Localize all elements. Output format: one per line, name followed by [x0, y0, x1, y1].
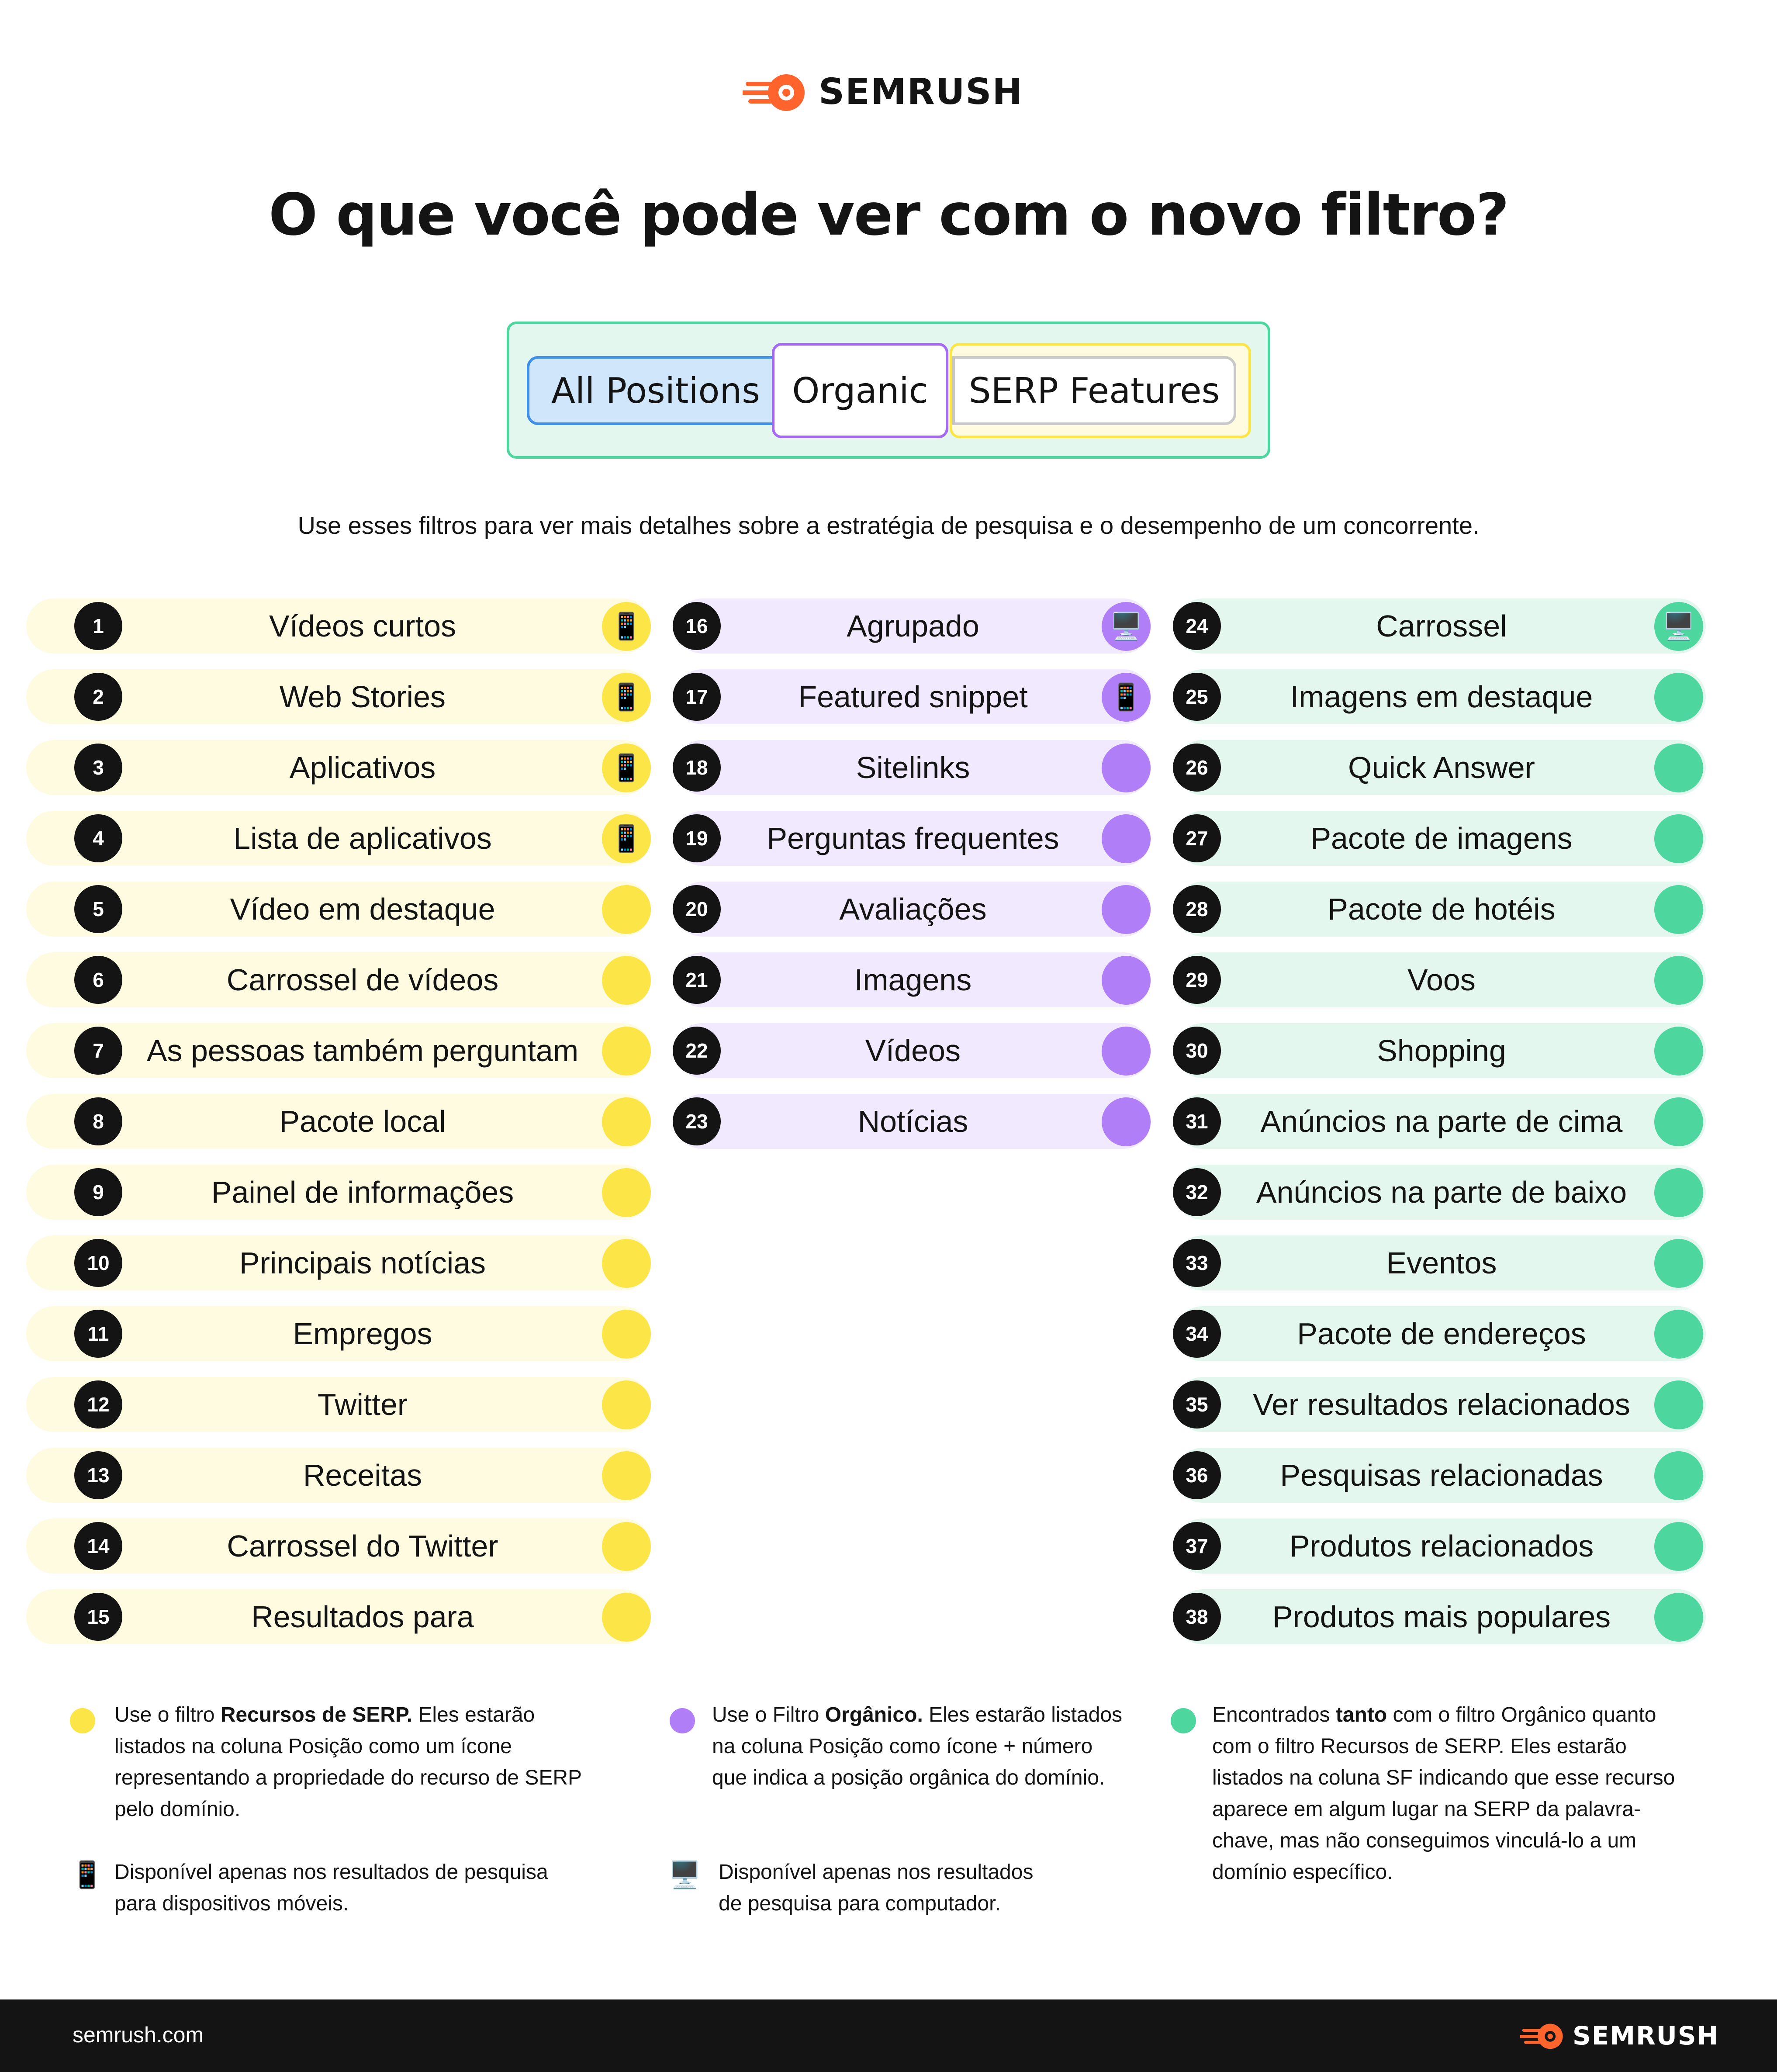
row-number-badge: 16 — [673, 602, 721, 650]
row-number-badge: 28 — [1173, 885, 1221, 933]
filter-color-dot — [602, 1593, 651, 1642]
mobile-phone-icon: 📱 — [1110, 682, 1143, 713]
filter-color-dot — [1654, 885, 1703, 934]
filter-color-dot — [1102, 1097, 1151, 1146]
row-number-badge: 19 — [673, 814, 721, 862]
semrush-flame-icon — [1520, 2020, 1568, 2051]
filter-color-dot — [1654, 956, 1703, 1005]
row-label: Pacote de endereços — [1297, 1317, 1586, 1351]
desktop-legend — [719, 1857, 1155, 1920]
row-label: Sitelinks — [856, 751, 970, 785]
legend-text: na coluna Posição como ícone + número — [712, 1735, 1093, 1758]
filter-color-dot — [602, 1097, 651, 1146]
row-label: Produtos relacionados — [1289, 1529, 1594, 1563]
legend-bold-text: tanto — [1335, 1703, 1387, 1726]
row-number-badge: 33 — [1173, 1239, 1221, 1287]
row-number-badge: 8 — [74, 1097, 122, 1145]
row-number-badge: 25 — [1173, 673, 1221, 721]
legend-text: listados na coluna Posição como um ícone — [114, 1735, 512, 1758]
legend-text: Disponível apenas nos resultados de pesquisa — [114, 1861, 548, 1884]
row-number-badge: 20 — [673, 885, 721, 933]
row-label: Lista de aplicativos — [233, 821, 492, 855]
row-number-badge: 34 — [1173, 1310, 1221, 1358]
legend-text: para dispositivos móveis. — [114, 1892, 349, 1915]
filter-color-dot — [1102, 602, 1151, 651]
filter-color-dot — [602, 744, 651, 792]
row-number-badge: 17 — [673, 673, 721, 721]
row-label: Carrossel — [1376, 609, 1507, 643]
filter-color-dot — [1654, 744, 1703, 792]
row-label: Resultados para — [251, 1600, 474, 1634]
row-label: Ver resultados relacionados — [1253, 1387, 1630, 1422]
purple-legend-dot — [670, 1708, 695, 1733]
mobile-phone-icon: 📱 — [610, 682, 643, 713]
subtitle: Use esses filtros para ver mais detalhes sobre a estratégia de pesquisa e o desempenho de um concorrente. — [297, 512, 1480, 539]
row-label: Pacote de imagens — [1310, 821, 1573, 855]
filter-color-dot — [602, 1168, 651, 1217]
row-label: Notícias — [857, 1104, 968, 1138]
green-legend — [1212, 1699, 1715, 1888]
row-number-badge: 36 — [1173, 1451, 1221, 1499]
filter-color-dot — [602, 956, 651, 1005]
row-label: Quick Answer — [1348, 751, 1535, 785]
row-label: Perguntas frequentes — [767, 821, 1059, 855]
legend-text: representando a propriedade do recurso de SERP — [114, 1766, 582, 1789]
filter-color-dot — [602, 1380, 651, 1429]
legend-text: chave, mas não conseguimos vinculá-lo a um — [1212, 1829, 1637, 1852]
row-number-badge: 35 — [1173, 1380, 1221, 1429]
row-label: Shopping — [1377, 1034, 1506, 1068]
row-number-badge: 14 — [74, 1522, 122, 1570]
row-number-badge: 4 — [74, 814, 122, 862]
row-label: Voos — [1407, 963, 1476, 997]
legend-text: Encontrados — [1212, 1703, 1336, 1726]
row-label: Receitas — [303, 1458, 422, 1492]
logo-wordmark: SEMRUSH — [819, 71, 1023, 113]
row-number-badge: 11 — [74, 1310, 122, 1358]
green-legend-dot — [1171, 1708, 1196, 1733]
row-label: Principais notícias — [239, 1246, 486, 1280]
row-number-badge: 15 — [74, 1593, 122, 1641]
filter-color-dot — [1654, 1239, 1703, 1288]
row-number-badge: 30 — [1173, 1027, 1221, 1075]
filter-color-dot — [602, 1239, 651, 1288]
filter-color-dot — [1102, 814, 1151, 863]
footer-site-link[interactable]: semrush.com — [73, 2023, 204, 2047]
filter-color-dot — [602, 602, 651, 651]
row-label: Vídeos — [865, 1034, 961, 1068]
row-label: Empregos — [293, 1317, 432, 1351]
filter-color-dot — [1654, 1097, 1703, 1146]
filter-color-dot — [1102, 1027, 1151, 1076]
row-number-badge: 10 — [74, 1239, 122, 1287]
mobile-legend — [114, 1857, 639, 1920]
filter-color-dot — [1654, 1027, 1703, 1076]
row-label: Pacote de hotéis — [1328, 892, 1556, 926]
row-number-badge: 12 — [74, 1380, 122, 1429]
filter-color-dot — [1654, 1593, 1703, 1642]
row-label: Twitter — [317, 1387, 408, 1422]
yellow-legend-dot — [70, 1708, 95, 1733]
row-label: Produtos mais populares — [1272, 1600, 1611, 1634]
footer-semrush-logo — [1520, 2018, 1719, 2053]
legend-text: aparece em algum lugar na SERP da palavra- — [1212, 1798, 1641, 1821]
mobile-phone-icon: 📱 — [610, 611, 643, 642]
row-label: Agrupado — [847, 609, 979, 643]
legend-bold-text: Recursos de SERP. — [220, 1703, 413, 1726]
row-number-badge: 7 — [74, 1027, 122, 1075]
semrush-logo — [743, 66, 1023, 118]
purple-legend — [712, 1699, 1175, 1794]
row-number-badge: 38 — [1173, 1593, 1221, 1641]
row-label: Painel de informações — [211, 1175, 514, 1209]
row-number-badge: 13 — [74, 1451, 122, 1499]
row-number-badge: 21 — [673, 956, 721, 1004]
row-label: Vídeo em destaque — [230, 892, 495, 926]
legend-bold-text: Orgânico. — [825, 1703, 923, 1726]
filter-color-dot — [1102, 744, 1151, 792]
filter-color-dot — [1654, 602, 1703, 651]
footer — [0, 1999, 1777, 2072]
filter-color-dot — [1654, 1522, 1703, 1571]
row-number-badge: 2 — [74, 673, 122, 721]
yellow-legend — [114, 1699, 639, 1825]
filter-color-dot — [602, 1310, 651, 1359]
legend-text: que indica a posição orgânica do domínio. — [712, 1766, 1105, 1789]
legend-text: de pesquisa para computador. — [719, 1892, 1001, 1915]
all-positions-tab[interactable]: All Positions — [527, 356, 785, 425]
row-label: Pesquisas relacionadas — [1280, 1458, 1603, 1492]
filter-color-dot — [602, 885, 651, 934]
serp-features-tab[interactable]: SERP Features — [952, 356, 1236, 425]
row-label: Anúncios na parte de baixo — [1256, 1175, 1627, 1209]
filter-color-dot — [1654, 1168, 1703, 1217]
row-number-badge: 1 — [74, 602, 122, 650]
row-number-badge: 23 — [673, 1097, 721, 1145]
row-number-badge: 9 — [74, 1168, 122, 1216]
filter-color-dot — [602, 673, 651, 722]
filter-color-dot — [602, 1027, 651, 1076]
row-label: Anúncios na parte de cima — [1260, 1104, 1623, 1138]
filter-color-dot — [602, 1451, 651, 1500]
row-label: Imagens — [854, 963, 972, 997]
logo-wordmark: SEMRUSH — [1573, 2021, 1719, 2051]
filter-color-dot — [602, 1522, 651, 1571]
row-label: Featured snippet — [798, 680, 1028, 714]
row-number-badge: 32 — [1173, 1168, 1221, 1216]
filter-color-dot — [1654, 1310, 1703, 1359]
row-label: Eventos — [1386, 1246, 1497, 1280]
row-label: Aplicativos — [289, 751, 436, 785]
filter-color-dot — [602, 814, 651, 863]
row-number-badge: 22 — [673, 1027, 721, 1075]
semrush-flame-icon — [743, 70, 812, 114]
row-number-badge: 24 — [1173, 602, 1221, 650]
row-number-badge: 29 — [1173, 956, 1221, 1004]
legend-text: Use o filtro — [114, 1703, 221, 1726]
legend-text: domínio específico. — [1212, 1861, 1393, 1884]
legend-text: listados na coluna SF indicando que esse recurso — [1212, 1766, 1675, 1789]
row-label: Imagens em destaque — [1290, 680, 1593, 714]
row-number-badge: 18 — [673, 744, 721, 792]
row-label: Vídeos curtos — [269, 609, 456, 643]
row-number-badge: 5 — [74, 885, 122, 933]
mobile-phone-icon: 📱 — [610, 753, 643, 783]
legend-text: Disponível apenas nos resultados — [719, 1861, 1034, 1884]
desktop-monitor-icon: 🖥️ — [1110, 611, 1143, 642]
legend-text: Use o Filtro — [712, 1703, 825, 1726]
row-label: As pessoas também perguntam — [146, 1034, 579, 1068]
legend-text: com o filtro Orgânico quanto — [1387, 1703, 1656, 1726]
legend-text: Eles estarão listados — [923, 1703, 1123, 1726]
row-number-badge: 6 — [74, 956, 122, 1004]
page-title: O que você pode ver com o novo filtro? — [268, 181, 1509, 249]
filter-color-dot — [1102, 673, 1151, 722]
filter-color-dot — [1654, 1451, 1703, 1500]
legend-text: Eles estarão — [412, 1703, 535, 1726]
filter-color-dot — [1654, 673, 1703, 722]
desktop-monitor-icon: 🖥️ — [1662, 611, 1695, 642]
row-number-badge: 27 — [1173, 814, 1221, 862]
row-number-badge: 31 — [1173, 1097, 1221, 1145]
row-label: Web Stories — [280, 680, 446, 714]
legend-text: pelo domínio. — [114, 1798, 241, 1821]
row-label: Avaliações — [839, 892, 987, 926]
desktop-monitor-icon: 🖥️ — [668, 1860, 701, 1890]
filter-color-dot — [1654, 814, 1703, 863]
row-label: Carrossel do Twitter — [227, 1529, 498, 1563]
row-number-badge: 26 — [1173, 744, 1221, 792]
filter-color-dot — [1102, 885, 1151, 934]
row-number-badge: 37 — [1173, 1522, 1221, 1570]
legend-text: com o filtro Recursos de SERP. Eles estarão — [1212, 1735, 1627, 1758]
row-number-badge: 3 — [74, 744, 122, 792]
row-label: Pacote local — [279, 1104, 446, 1138]
mobile-phone-icon: 📱 — [71, 1860, 104, 1890]
filter-color-dot — [1102, 956, 1151, 1005]
mobile-phone-icon: 📱 — [610, 823, 643, 854]
organic-tab[interactable]: Organic — [772, 343, 948, 438]
filter-color-dot — [1654, 1380, 1703, 1429]
row-label: Carrossel de vídeos — [226, 963, 499, 997]
